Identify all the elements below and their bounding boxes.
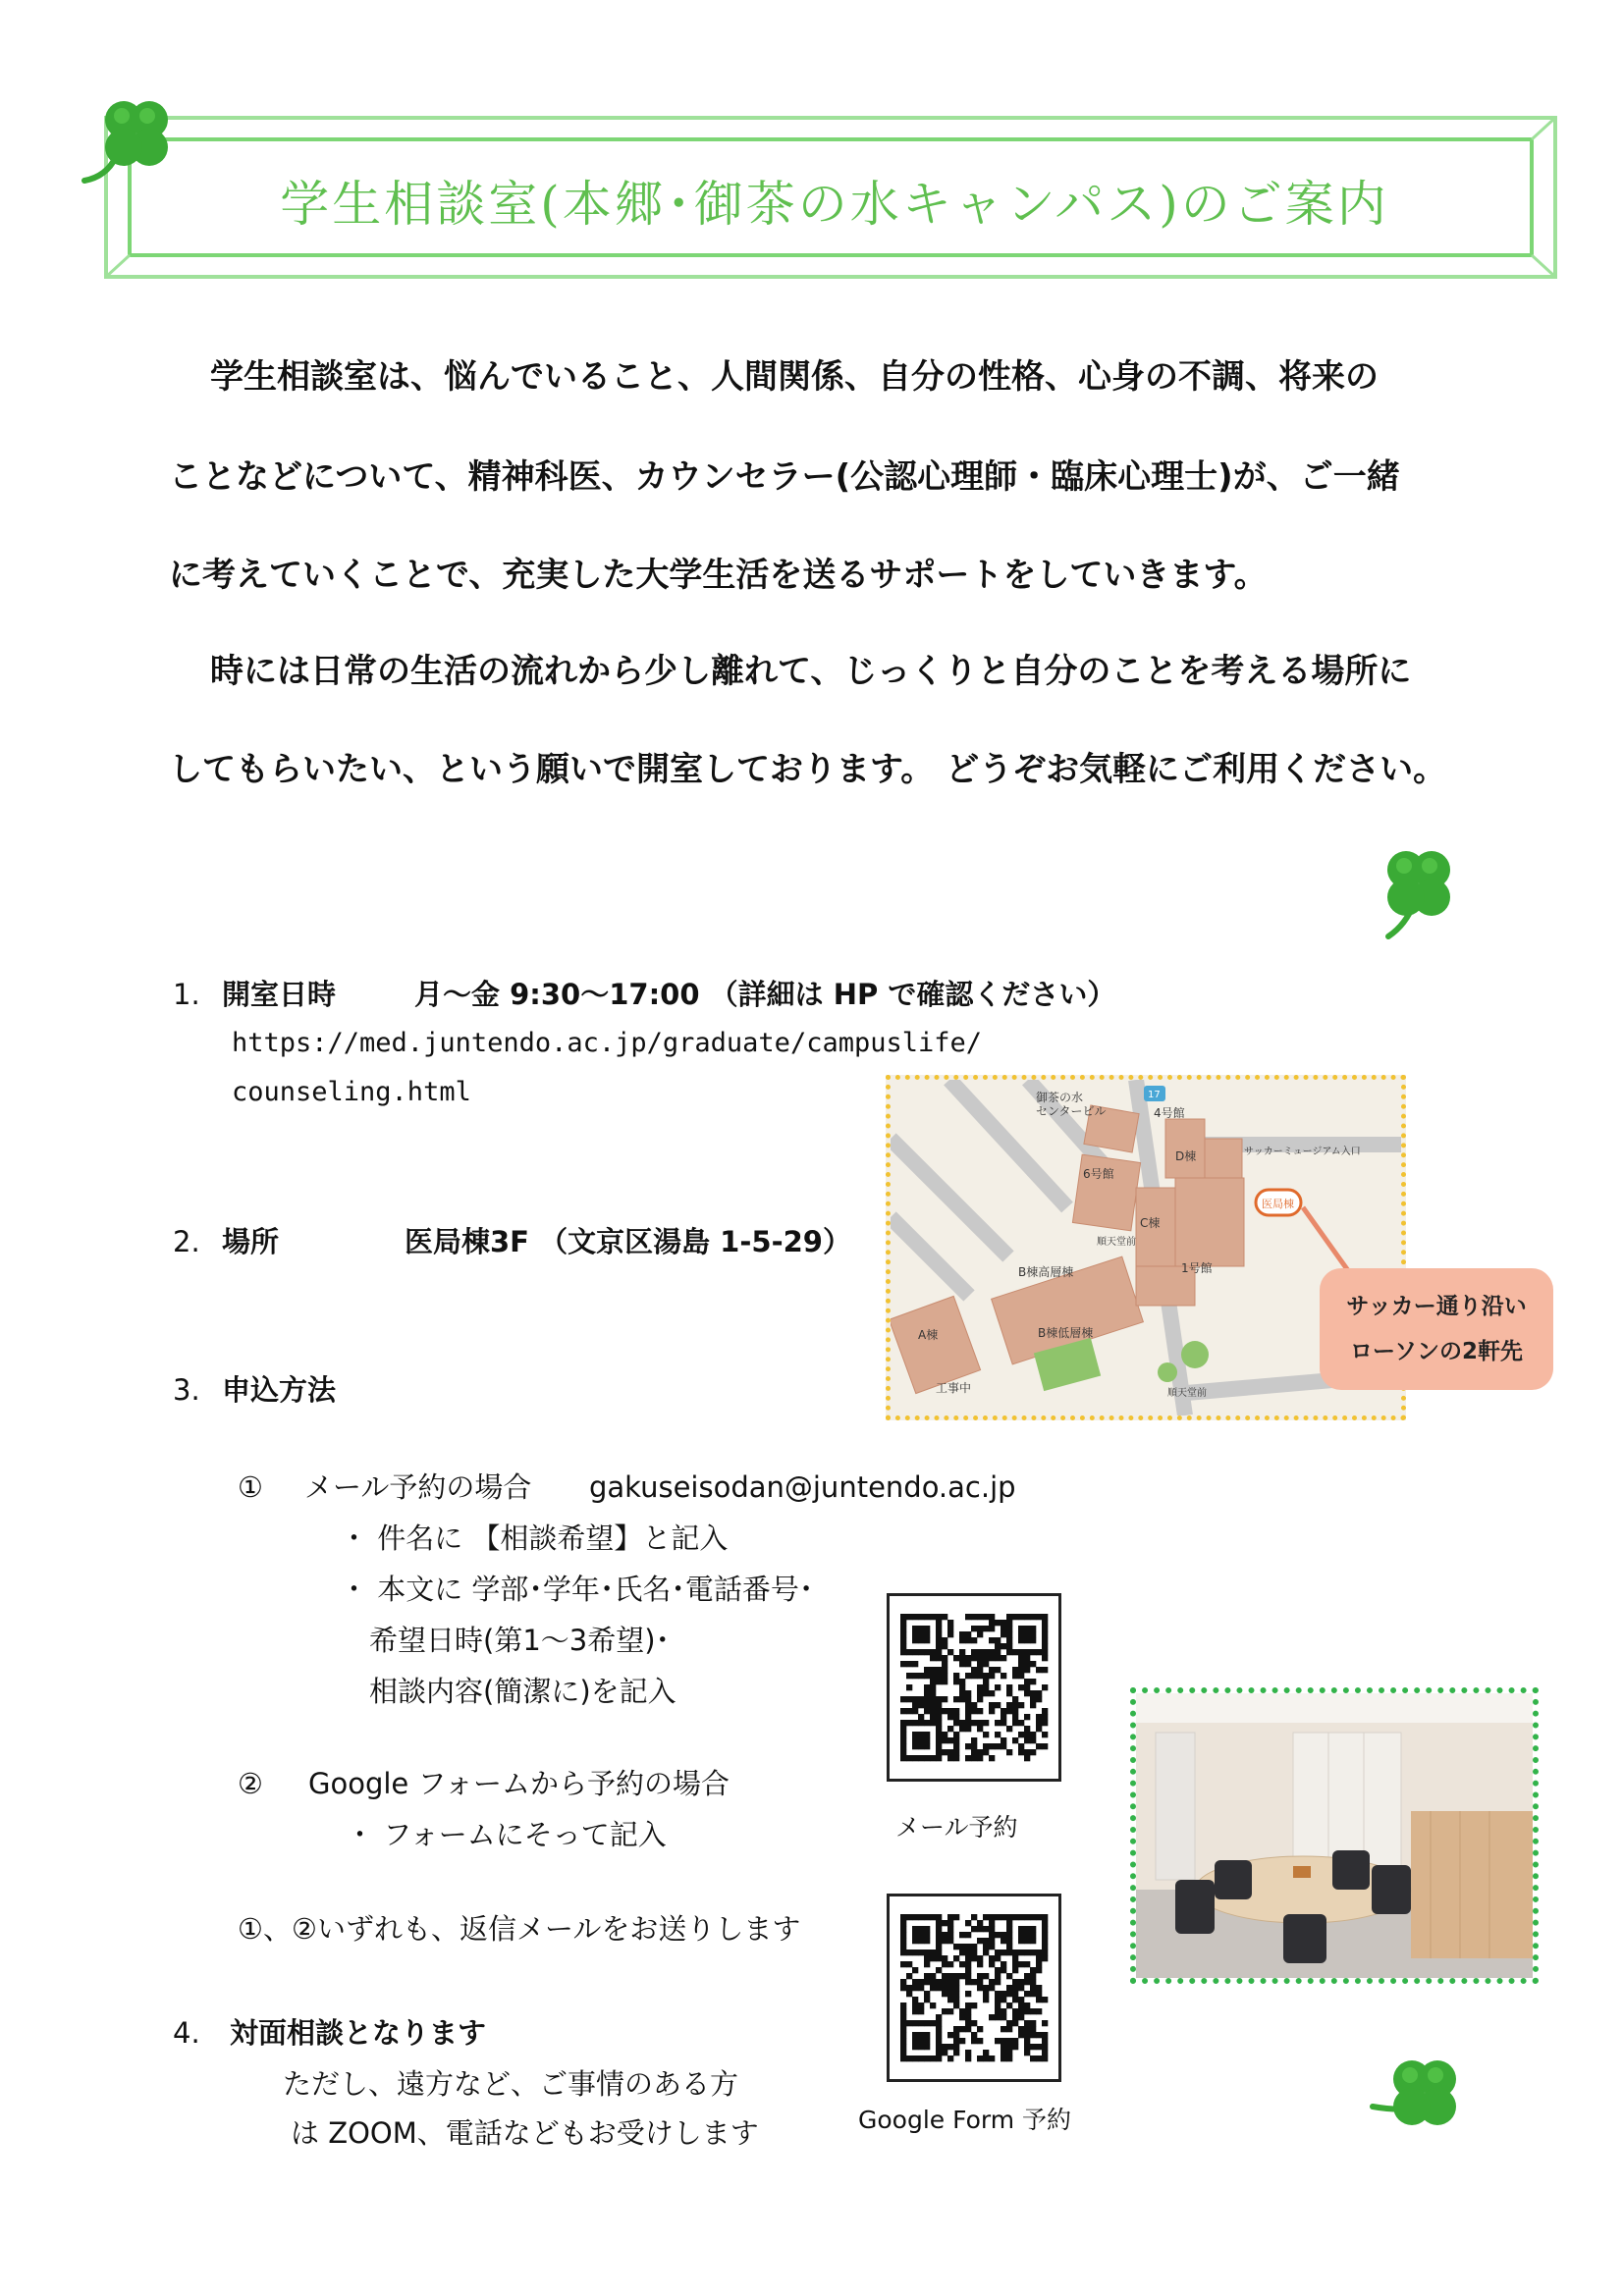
option-1-bullet-2-cont-1: 希望日時(第1～3希望)･ [369,1624,671,1657]
map-label-c-bldg: C棟 [1140,1216,1161,1230]
clover-icon [77,86,185,194]
qr-mail-caption: メール予約 [895,1813,1018,1842]
reply-note: ①、②いずれも、返信メールをお送りします [238,1912,801,1946]
counseling-room-photo [1130,1687,1539,1984]
intro-line-2: ことなどについて、精神科医、カウンセラー(公認心理師・臨床心理士)が、ご一緒 [169,457,1400,497]
intro-line-5: してもらいたい、という願いで開室しております。 どうぞお気軽にご利用ください。 [169,750,1447,789]
map-callout [1320,1268,1553,1390]
map-label-bldg6: 6号館 [1083,1167,1114,1181]
map-label-ikyoku: 医局棟 [1262,1198,1294,1210]
option-1-bullet-2: ・ 本文に 学部･学年･氏名･電話番号･ [340,1573,814,1606]
map-label-bldg4: 4号館 [1154,1106,1185,1120]
map-label-juntendo: 順天堂前 [1097,1237,1136,1248]
option-1-marker: ① [238,1470,263,1504]
option-2-marker: ② [238,1767,263,1800]
option-1-title: メール予約の場合 [304,1470,532,1504]
map-callout-line-1: サッカー通り沿い [1346,1294,1527,1319]
map-label-ochanomizu: 御茶の水 [1036,1091,1084,1104]
section-3-label: 申込方法 [222,1373,337,1407]
intro-line-4: 時には日常の生活の流れから少し離れて、じっくりと自分のことを考える場所に [210,652,1412,691]
qr-form-caption: Google Form 予約 [858,2106,1072,2134]
map-label-bldg1: 1号館 [1181,1261,1213,1275]
intro-line-1: 学生相談室は、悩んでいること、人間関係、自分の性格、心身の不調、将来の [210,357,1379,397]
qr-code-google-form[interactable] [887,1894,1061,2082]
section-2-label: 場所 [222,1225,280,1258]
clover-icon [1365,2042,1473,2150]
page-title: 学生相談室(本郷･御茶の水キャンパス)のご案内 [280,176,1389,233]
map-label-juntendo-bottom: 順天堂前 [1167,1388,1207,1399]
section-4-label: 対面相談となります [230,2016,487,2050]
option-2-bullet-1: ・ フォームにそって記入 [346,1818,667,1851]
map-label-b-low: B棟低層棟 [1038,1326,1094,1340]
section-4-line-2: は ZOOM、電話などもお受けします [291,2116,759,2150]
counseling-room-drawing [1136,1693,1533,1978]
qr-code-mail[interactable] [887,1593,1061,1782]
map-label-a-bldg: A棟 [918,1328,939,1342]
section-3-number: 3. [173,1373,200,1407]
section-4-line-1: ただし、遠方など、ご事情のある方 [283,2067,739,2101]
clover-icon [1365,834,1473,942]
map-label-d-bldg: D棟 [1175,1149,1197,1163]
section-4-number: 4. [173,2016,200,2050]
qr-code-mail-graphic [890,1596,1058,1779]
map-label-soccer-museum: サッカーミュージアム入口 [1244,1147,1361,1157]
map-callout-line-2: ローソンの2軒先 [1349,1339,1524,1364]
contact-email[interactable]: gakuseisodan@juntendo.ac.jp [589,1470,1016,1504]
map-label-b-high: B棟高層棟 [1018,1265,1074,1279]
intro-line-3: に考えていくことで、充実した大学生活を送るサポートをしていきます。 [169,556,1268,595]
section-2-number: 2. [173,1225,200,1258]
option-1-bullet-1: ・ 件名に 【相談希望】と記入 [340,1522,729,1555]
location-value: 医局棟3F （文京区湯島 1-5-29） [405,1225,851,1258]
hp-url-line-1[interactable]: https://med.juntendo.ac.jp/graduate/campuslife/ [232,1028,983,1058]
qr-code-google-form-graphic [890,1896,1058,2079]
option-1-bullet-2-cont-2: 相談内容(簡潔に)を記入 [369,1675,676,1708]
hp-url-line-2[interactable]: counseling.html [232,1077,471,1107]
map-label-center-bldg: センタービル [1036,1104,1107,1118]
map-label-construction: 工事中 [936,1381,972,1395]
map-label-route17: 17 [1148,1090,1161,1100]
option-2-title: Google フォームから予約の場合 [308,1767,730,1800]
section-1-label: 開室日時 [222,978,337,1011]
hours-value: 月～金 9:30～17:00 （詳細は HP で確認ください） [414,978,1116,1011]
section-1-number: 1. [173,978,200,1011]
